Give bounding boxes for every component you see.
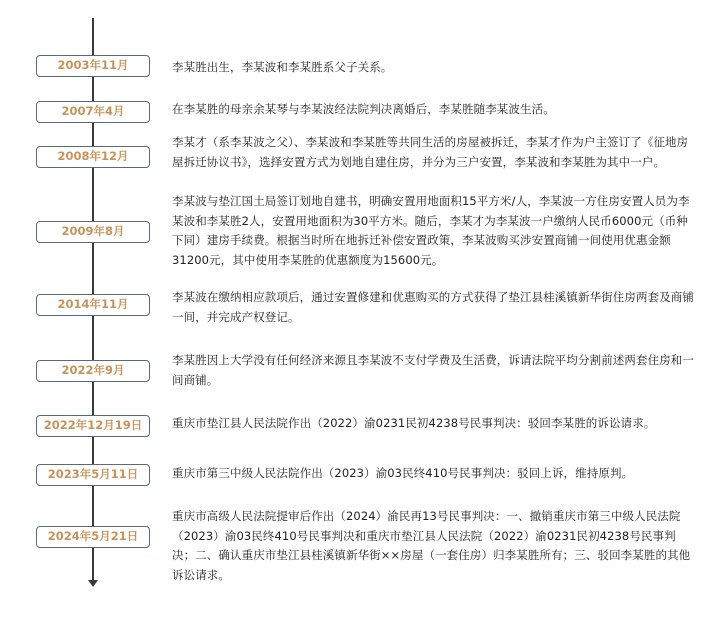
event-text-2022-12-19: 重庆市垫江县人民法院作出（2022）渝0231民初4238号民事判决：驳回李某胜的诉讼请求。 <box>172 416 656 430</box>
event-date-2024-5-21: 2024年5月21日 <box>36 526 150 548</box>
event-date-2022-9: 2022年9月 <box>36 360 150 382</box>
event-text-2008-12: 李某才（系李某波之父）、李某波和李某胜等共同生活的房屋被拆迁，李某才作为户主签订了《征地房屋拆迁协议书》，选择安置方式为划地自建住房，并分为三户安置，李某波和李某胜为其中一户。 <box>172 135 689 169</box>
event-text-2007-4: 在李某胜的母亲余某琴与李某波经法院判决离婚后，李某胜随李某波生活。 <box>172 102 555 116</box>
event-text-2023-5-11: 重庆市第三中级人民法院作出（2023）渝03民终410号民事判决：驳回上诉，维持原判。 <box>172 466 634 480</box>
event-date-2009-8: 2009年8月 <box>36 221 150 243</box>
event-text-2014-11: 李某波在缴纳相应款项后，通过安置修建和优惠购买的方式获得了垫江县桂溪镇新华街住房两套及商铺一间，并完成产权登记。 <box>172 290 694 324</box>
event-text-2024-5-21: 重庆市高级人民法院提审后作出（2024）渝民再13号民事判决：一、撤销重庆市第三中级人民法院（2023）渝03民终410号民事判决和重庆市垫江县人民法院（2022）渝0231民初4238号民事判决；二、确认重庆市垫江县桂溪镇新华街××房屋（一套住房）归李某胜所有；三、驳回李某胜的其他诉讼请求。 <box>172 509 691 582</box>
event-text-2022-9: 李某胜因上大学没有任何经济来源且李某波不支付学费及生活费，诉请法院平均分割前述两套住房和一间商铺。 <box>172 353 694 387</box>
event-date-2014-11: 2014年11月 <box>36 294 150 316</box>
event-date-2007-4: 2007年4月 <box>36 101 150 123</box>
event-text-2009-8: 李某波与垫江国土局签订划地自建书，明确安置用地面积15平方米/人，李某波一方住房安置人员为李某波和李某胜2人，安置用地面积为30平方米。随后，李某才为李某波一户缴纳人民币6000元（币种下同）建房手续费。根据当时所在地拆迁补偿安置政策，李某波购买涉安置商铺一间使用优惠金额31200元，其中使用李某胜的优惠额度为15600元。 <box>172 194 690 267</box>
event-date-2008-12: 2008年12月 <box>36 146 150 168</box>
event-date-2023-5-11: 2023年5月11日 <box>36 464 150 486</box>
event-date-2022-12-19: 2022年12月19日 <box>36 415 150 437</box>
event-text-2003-11: 李某胜出生，李某波和李某胜系父子关系。 <box>172 60 393 74</box>
timeline-arrow-icon <box>88 580 98 587</box>
event-date-2003-11: 2003年11月 <box>36 55 150 77</box>
